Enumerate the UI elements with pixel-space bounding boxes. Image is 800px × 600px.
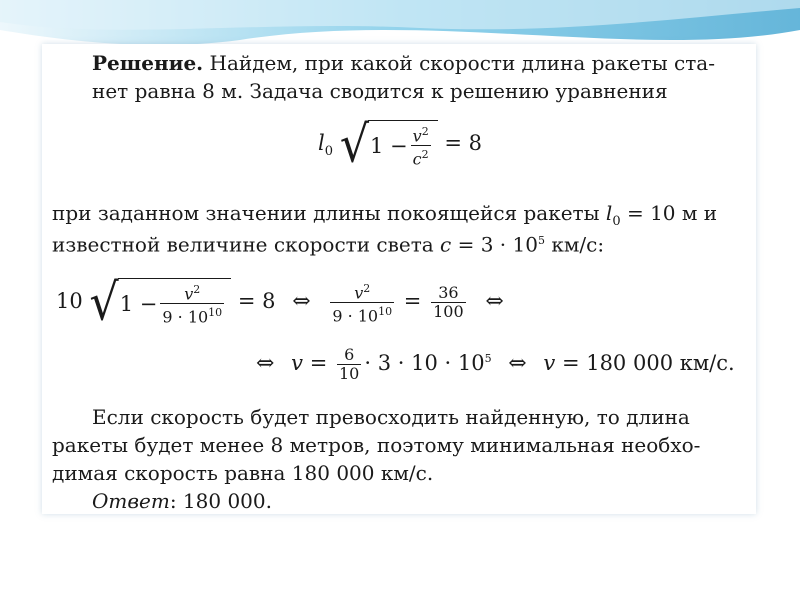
equation-2: 10 √ 1 − $\frac{v^2}{9 \cdot 10^{10}}$ = 8 ⇔ $\frac{v^2}{9 \cdot 10^{10}}$ = $\frac{36}{100}$ ⇔ bbox=[56, 272, 504, 333]
given-line-1: при заданном значении длины покоящейся ракеты $l_0 = 10$ м и bbox=[52, 201, 718, 229]
intro-line-1-text: Найдем, при какой скорости длина ракеты ста- bbox=[209, 51, 715, 75]
solution-heading: Решение. bbox=[92, 51, 204, 75]
intro-line-2: нет равна 8 м. Задача сводится к решению уравнения bbox=[92, 79, 668, 103]
answer-value: : 180 000. bbox=[169, 489, 272, 513]
conclusion-line-1: Если скорость будет превосходить найденную, то длина bbox=[92, 405, 690, 429]
conclusion-line-3: димая скорость равна 180 000 км/с. bbox=[52, 461, 434, 485]
answer-line bbox=[92, 488, 792, 514]
conclusion-line-2: ракеты будет менее 8 метров, поэтому минимальная необхо- bbox=[52, 433, 701, 457]
equation-3: ⇔ v = $\frac{6}{10}$ · $3 \cdot 10 \cdot 10^5$ ⇔ v = 180 000 км/с. bbox=[256, 345, 735, 383]
sqrt-1: √ 1 − $\frac{v^2}{c^2}$ bbox=[340, 120, 438, 169]
given-line-2: известной величине скорости света $c = 3 \cdot 10^5$ км/с: bbox=[52, 232, 605, 257]
answer-label: Ответ bbox=[92, 489, 170, 513]
equation-1: $l_0$ √ 1 − $\frac{v^2}{c^2}$ = 8 bbox=[318, 114, 483, 175]
intro-line-1 bbox=[92, 50, 792, 76]
